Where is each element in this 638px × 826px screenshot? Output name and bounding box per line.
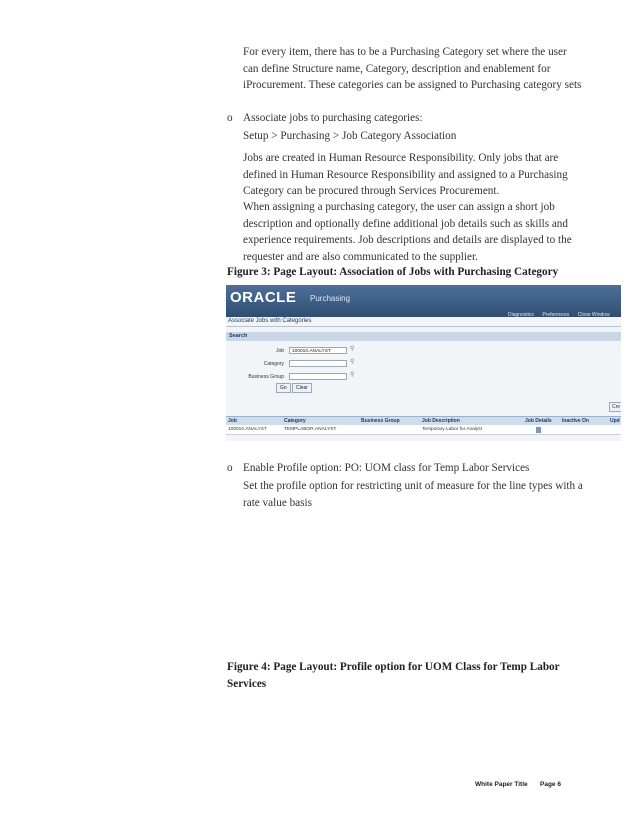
business-group-input[interactable] — [289, 373, 347, 380]
job-input[interactable]: 100010.ANALYST — [289, 347, 347, 354]
page-title: Associate Jobs with Categories — [228, 318, 312, 324]
intro-paragraph: For every item, there has to be a Purchasing Category set where the user can define Structure name, Category, description and enablement for iProcurement. These categories can be assigned to Purchasing category sets — [243, 46, 582, 91]
preferences-link[interactable]: Preferences — [542, 312, 570, 318]
col-business-group[interactable]: Business Group — [361, 418, 400, 424]
row-category: TEMPLABOR.ANALYST — [284, 427, 337, 432]
create-button[interactable]: Cre — [609, 402, 621, 412]
row-description: Temporary Labor for Analyst — [422, 427, 482, 432]
category-label: Category — [263, 361, 284, 367]
oracle-logo: ORACLE — [230, 289, 297, 306]
jobs-paragraph: Jobs are created in Human Resource Responsibility. Only jobs that are defined in Human Resource Responsibility and assigned to a Purchasing Category can be procured through Services Procurement. — [243, 152, 568, 197]
diagnostics-link[interactable]: Diagnostics — [508, 312, 534, 318]
clear-button[interactable]: Clear — [292, 383, 312, 393]
col-job-details[interactable]: Job Details — [525, 418, 552, 424]
figure-4-caption: Figure 4: Page Layout: Profile option for UOM Class for Temp Labor Services — [227, 661, 560, 690]
col-job-description[interactable]: Job Description — [422, 418, 460, 424]
job-details-icon[interactable] — [536, 427, 541, 433]
global-links — [508, 303, 614, 318]
col-update[interactable]: Upd — [610, 418, 620, 424]
go-button[interactable]: Go — [276, 383, 291, 393]
job-search-icon[interactable]: ⚲ — [350, 346, 355, 352]
navigation-path: Setup > Purchasing > Job Category Association — [243, 130, 457, 142]
oracle-banner — [226, 285, 621, 317]
footer-page: Page 6 — [540, 781, 561, 788]
category-input[interactable] — [289, 360, 347, 367]
col-job[interactable]: Job — [228, 418, 237, 424]
search-header — [226, 332, 621, 341]
job-label: Job — [275, 348, 284, 354]
row-job: 100010.ANALYST — [228, 427, 267, 432]
results-table-header — [226, 416, 621, 425]
close-window-link[interactable]: Close Window — [577, 312, 610, 318]
business-group-label: Business Group — [248, 374, 284, 380]
bullet-mark-2: o — [227, 462, 233, 474]
business-group-search-icon[interactable]: ⚲ — [350, 372, 355, 378]
col-inactive-on[interactable]: Inactive On — [562, 418, 589, 424]
app-name: Purchasing — [310, 294, 351, 303]
profile-paragraph: Set the profile option for restricting unit of measure for the line types with a rate value basis — [243, 480, 583, 509]
bullet-mark: o — [227, 112, 233, 124]
col-category[interactable]: Category — [284, 418, 306, 424]
figure-3-caption: Figure 3: Page Layout: Association of Jobs with Purchasing Category — [227, 266, 559, 278]
category-search-icon[interactable]: ⚲ — [350, 359, 355, 365]
bullet-text: Associate jobs to purchasing categories: — [243, 112, 423, 124]
assign-paragraph: When assigning a purchasing category, the user can assign a short job description and optionally define additional job details such as skills and experience requirements. Job descriptions and details are displayed to the requester and are also communicated to the supplier. — [243, 201, 572, 263]
figure-3-screenshot — [226, 285, 621, 441]
bullet-text-2: Enable Profile option: PO: UOM class for Temp Labor Services — [243, 462, 530, 474]
footer-title: White Paper Title — [475, 781, 528, 788]
search-header-label: Search — [229, 333, 248, 339]
title-divider — [226, 326, 621, 327]
